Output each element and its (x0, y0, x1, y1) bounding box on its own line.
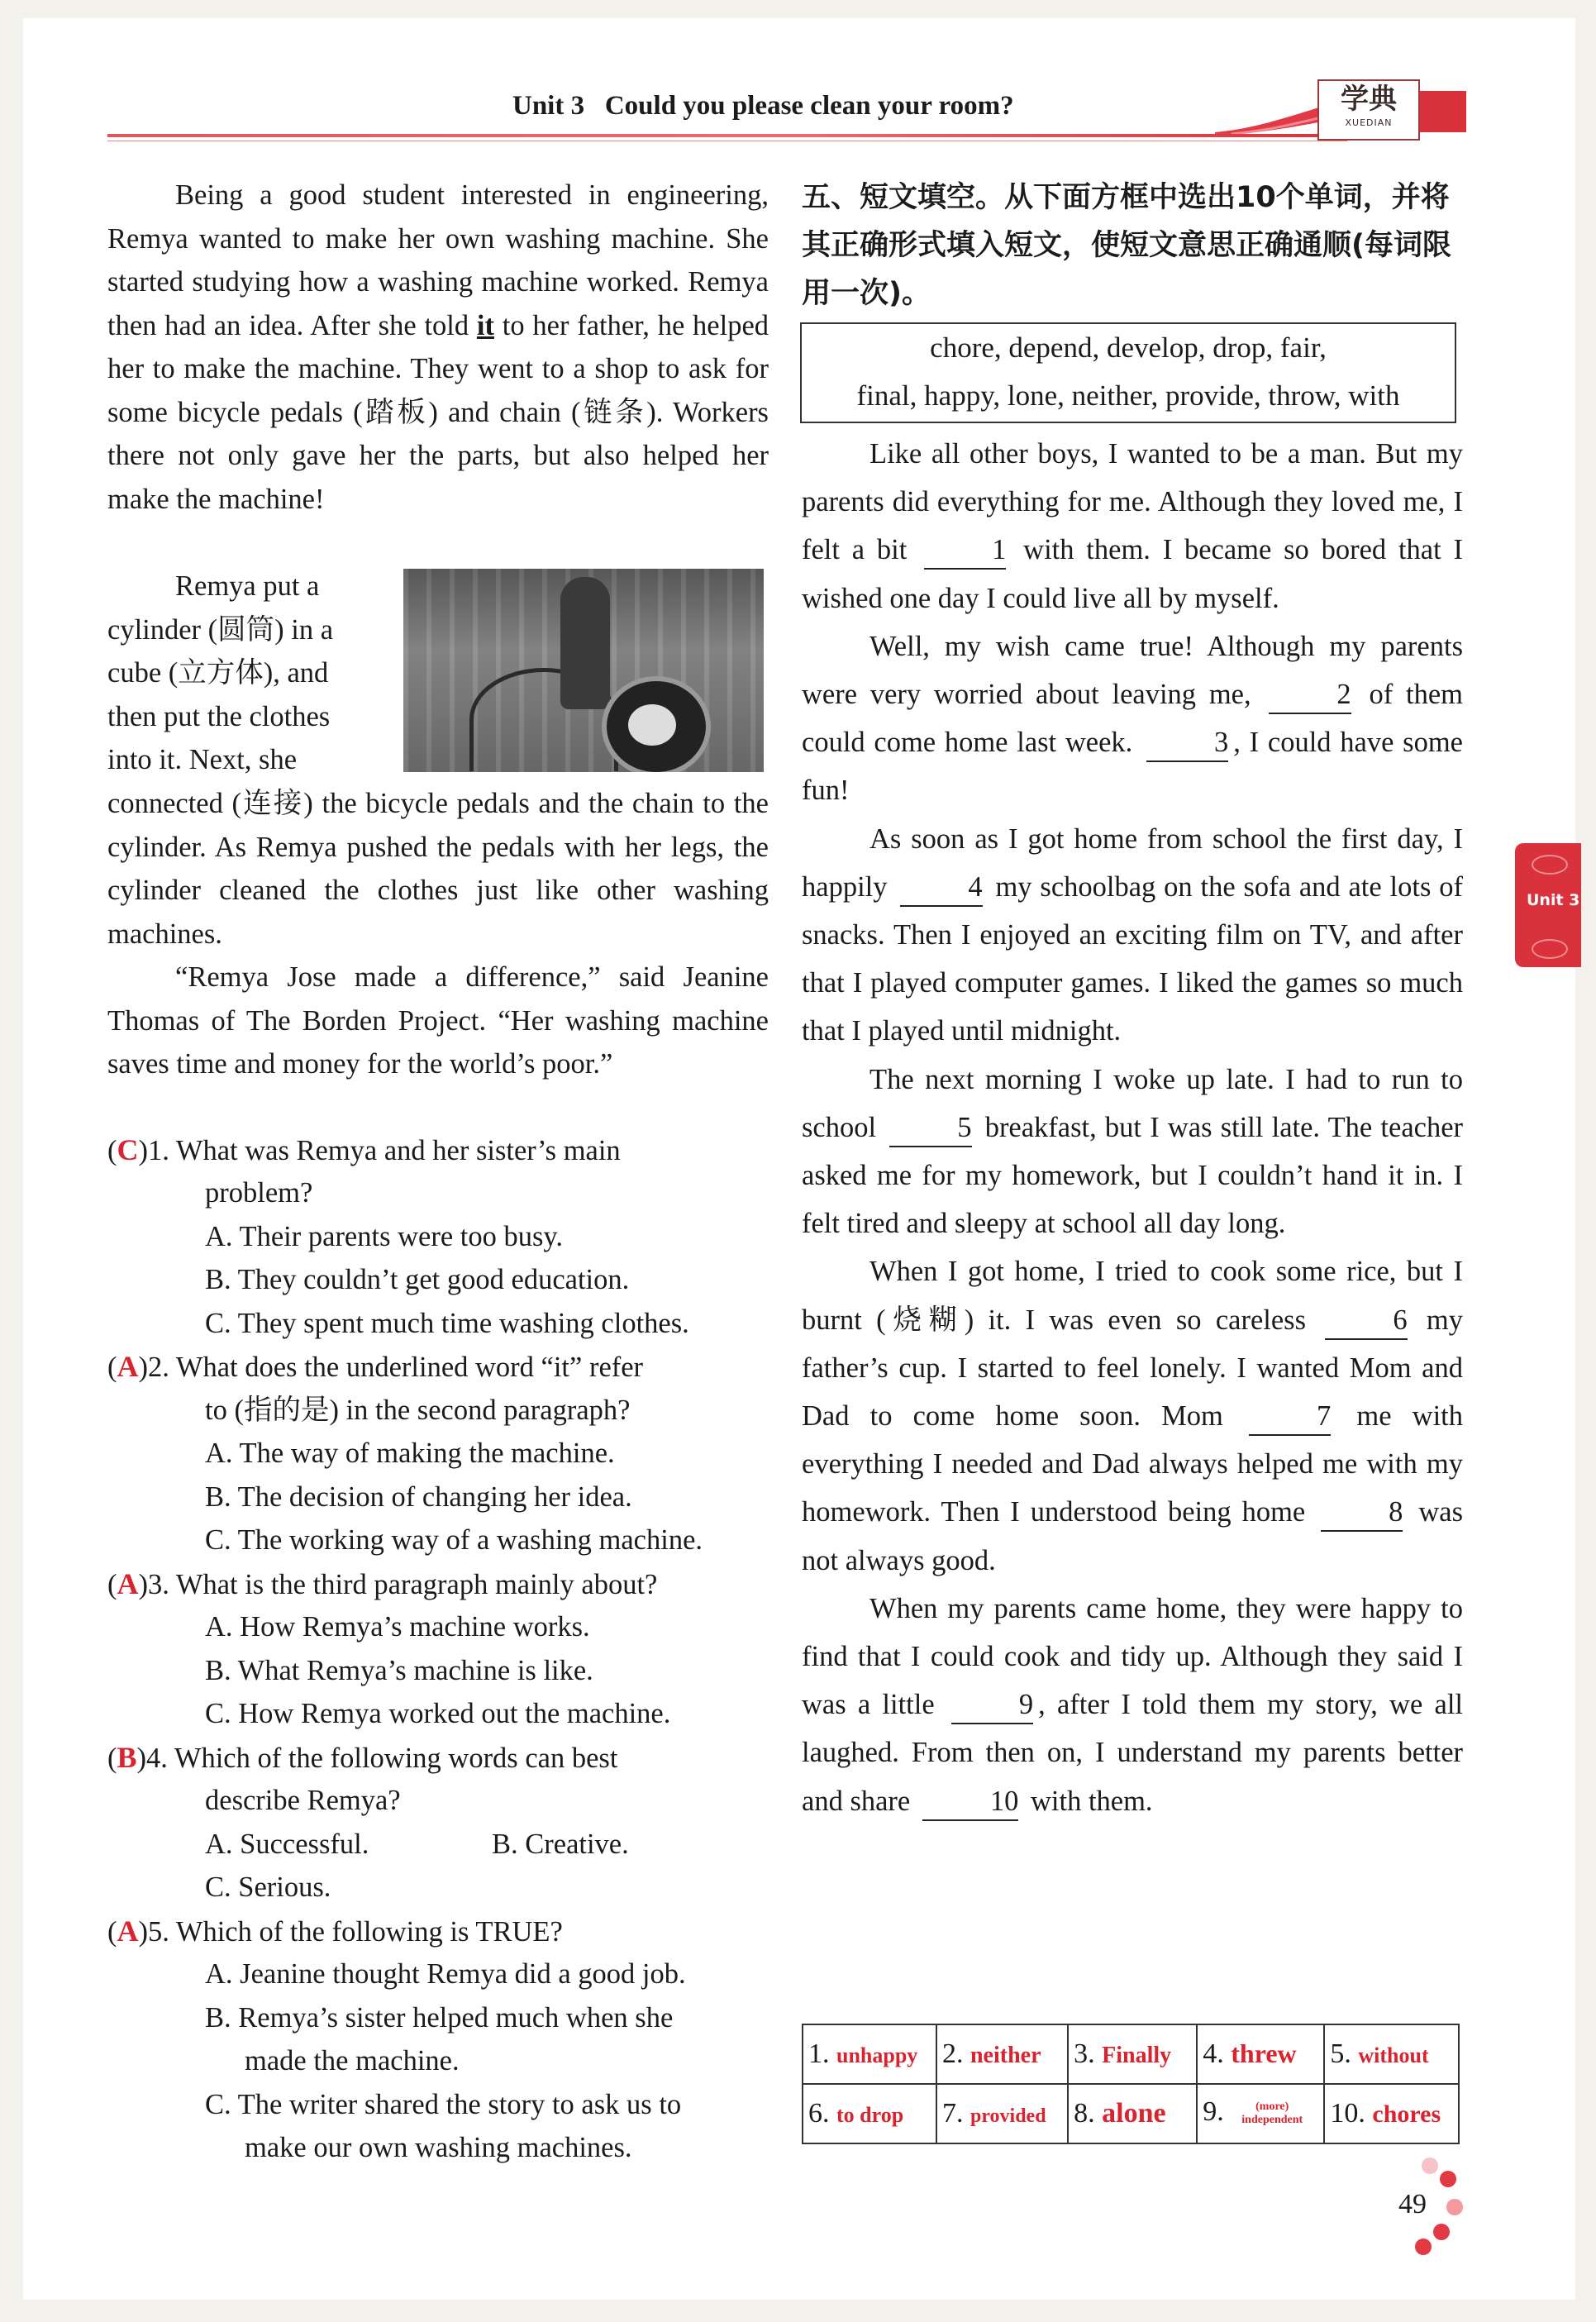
cloze-paragraph-1: Like all other boys, I wanted to be a man. But my parents did everything for me. Although they loved me, I felt a bit 1 with them. I became so bored that I wished one day I could live all by myself. (802, 438, 1463, 614)
answer-mark: B (117, 1741, 137, 1774)
q3-option-b: B. What Remya’s machine is like. (205, 1655, 593, 1686)
q1-option-a: A. Their parents were too busy. (205, 1221, 564, 1252)
blank-5: 5 (889, 1109, 971, 1147)
answer-mark: A (117, 1567, 139, 1600)
reading-passage (107, 174, 769, 521)
q2-option-b: B. The decision of changing her idea. (205, 1481, 632, 1513)
blank-9: 9 (951, 1686, 1033, 1724)
publisher-logo: 学典 XUEDIAN (1317, 79, 1420, 141)
blank-1: 1 (924, 532, 1006, 570)
answer-cell: 4. threw (1197, 2024, 1324, 2084)
answer-cell: 3. Finally (1068, 2024, 1197, 2084)
answer-mark: C (117, 1133, 139, 1166)
cloze-paragraph-6: When my parents came home, they were happy to find that I could cook and tidy up. Although they said I was a little 9 , after I told them my story, we all laughed. From then on, I understand my parents better and share 10 with them. (802, 1585, 1463, 1825)
answer-mark: A (117, 1350, 139, 1383)
answer-cell: 1. unhappy (803, 2024, 936, 2084)
answer-mark: A (117, 1914, 139, 1948)
answer-cell: 2. neither (936, 2024, 1068, 2084)
q5-option-a: A. Jeanine thought Remya did a good job. (205, 1958, 686, 1990)
section-instruction: 五、短文填空。从下面方框中选出10个单词，并将其正确形式填入短文，使短文意思正确通顺(每词限用一次)。 (802, 181, 1451, 310)
answer-cell: 8. alone (1068, 2084, 1197, 2143)
blank-2: 2 (1269, 676, 1351, 714)
question-5: (A)5. Which of the following is TRUE? (107, 1914, 563, 1948)
q3-option-a: A. How Remya’s machine works. (205, 1611, 590, 1643)
header-rule (107, 134, 1347, 137)
question-2: (A)2. What does the underlined word “it” refer (107, 1350, 644, 1383)
answer-cell: 5. without (1324, 2024, 1459, 2084)
answer-cell: 9. (more) independent (1197, 2084, 1324, 2143)
washing-machine-photo (403, 569, 764, 772)
question-3: (A)3. What is the third paragraph mainly about? (107, 1567, 658, 1600)
passage-paragraph-1: Being a good student interested in engineering, Remya wanted to make her own washing machine. She started studying how a washing machine worked. Remya then had an idea. After she told it to her father, he helped her to make the machine. They went to a shop to ask for some bicycle pedals (踏板) and chain (链条). Workers there not only gave her the parts, but also helped her make the machine! (107, 179, 769, 515)
blank-7: 7 (1249, 1398, 1331, 1436)
logo-red-bar (1420, 91, 1466, 132)
blank-4: 4 (900, 869, 982, 907)
cloze-paragraph-5: When I got home, I tried to cook some rice, but I burnt (烧糊) it. I was even so careless 6 my father’s cup. I started to feel lonely. I wanted Mom and Dad to come home soon. Mom 7 me with everything I needed and Dad always helped me with my homework. Then I understood being home 8 was not always good. (802, 1256, 1464, 1576)
q4-option-b: B. Creative. (492, 1829, 629, 1860)
underlined-it: it (476, 309, 494, 341)
word-bank-box: chore, depend, develop, drop, fair, final, happy, lone, neither, provide, throw, with (800, 322, 1456, 423)
q4-option-a: A. Successful. (205, 1829, 369, 1860)
page-number: 49 (1398, 2189, 1427, 2219)
question-4: (B)4. Which of the following words can best (107, 1741, 618, 1774)
q3-option-c: C. How Remya worked out the machine. (205, 1698, 671, 1729)
blank-6: 6 (1325, 1302, 1407, 1340)
unit-side-tab: Unit 3 (1515, 843, 1581, 967)
answer-table (802, 2024, 1460, 2144)
blank-10: 10 (922, 1783, 1019, 1821)
blank-8: 8 (1321, 1494, 1403, 1532)
q1-option-c: C. They spent much time washing clothes. (205, 1308, 689, 1339)
passage-paragraph-3: “Remya Jose made a difference,” said Jeanine Thomas of The Borden Project. “Her washing machine saves time and money for the world’s poor.” (107, 961, 769, 1080)
q1-option-b: B. They couldn’t get good education. (205, 1264, 630, 1295)
q5-option-b: B. Remya’s sister helped much when she (205, 2002, 674, 2034)
cloze-passage (802, 430, 1463, 1825)
ornament-icon (1532, 939, 1568, 959)
passage-paragraph-2-wrap: Remya put a cylinder (圆筒) in a cube (立方体), and then put the clothes into it. Next, she (107, 570, 334, 775)
answer-cell: 7. provided (936, 2084, 1068, 2143)
q4-option-c: C. Serious. (205, 1871, 331, 1903)
answer-cell: 10. chores (1324, 2084, 1459, 2143)
q5-option-c: C. The writer shared the story to ask us to (205, 2089, 682, 2120)
ornament-icon (1532, 855, 1568, 875)
blank-3: 3 (1146, 724, 1228, 762)
passage-paragraph-2-rest: connected (连接) the bicycle pedals and the chain to the cylinder. As Remya pushed the pedals with her legs, the cylinder cleaned the clothes just like other washing machines. “Remya Jose made a difference,” said Jeanine Thomas of The Borden Project. “Her washing machine saves time and money for the world’s poor.” (107, 782, 769, 1086)
question-1: (C)1. What was Remya and her sister’s main (107, 1133, 621, 1166)
cloze-paragraph-3: As soon as I got home from school the first day, I happily 4 my schoolbag on the sofa and ate lots of snacks. Then I enjoyed an exciting film on TV, and after that I played computer games. I liked the games so much that I played until midnight. (802, 822, 1463, 1047)
q2-option-c: C. The working way of a washing machine. (205, 1524, 703, 1556)
cloze-paragraph-2: Well, my wish came true! Although my parents were very worried about leaving me, 2 of them could come home last week. 3 , I could have some fun! (802, 630, 1463, 807)
header-title: Unit 3 Could you please clean your room? (512, 91, 1014, 121)
answer-cell: 6. to drop (803, 2084, 936, 2143)
q2-option-a: A. The way of making the machine. (205, 1438, 615, 1469)
cloze-paragraph-4: The next morning I woke up late. I had to run to school 5 breakfast, but I was still late. The teacher asked me for my homework, but I couldn’t hand it in. I felt tired and sleepy at school all day long. (802, 1063, 1464, 1240)
